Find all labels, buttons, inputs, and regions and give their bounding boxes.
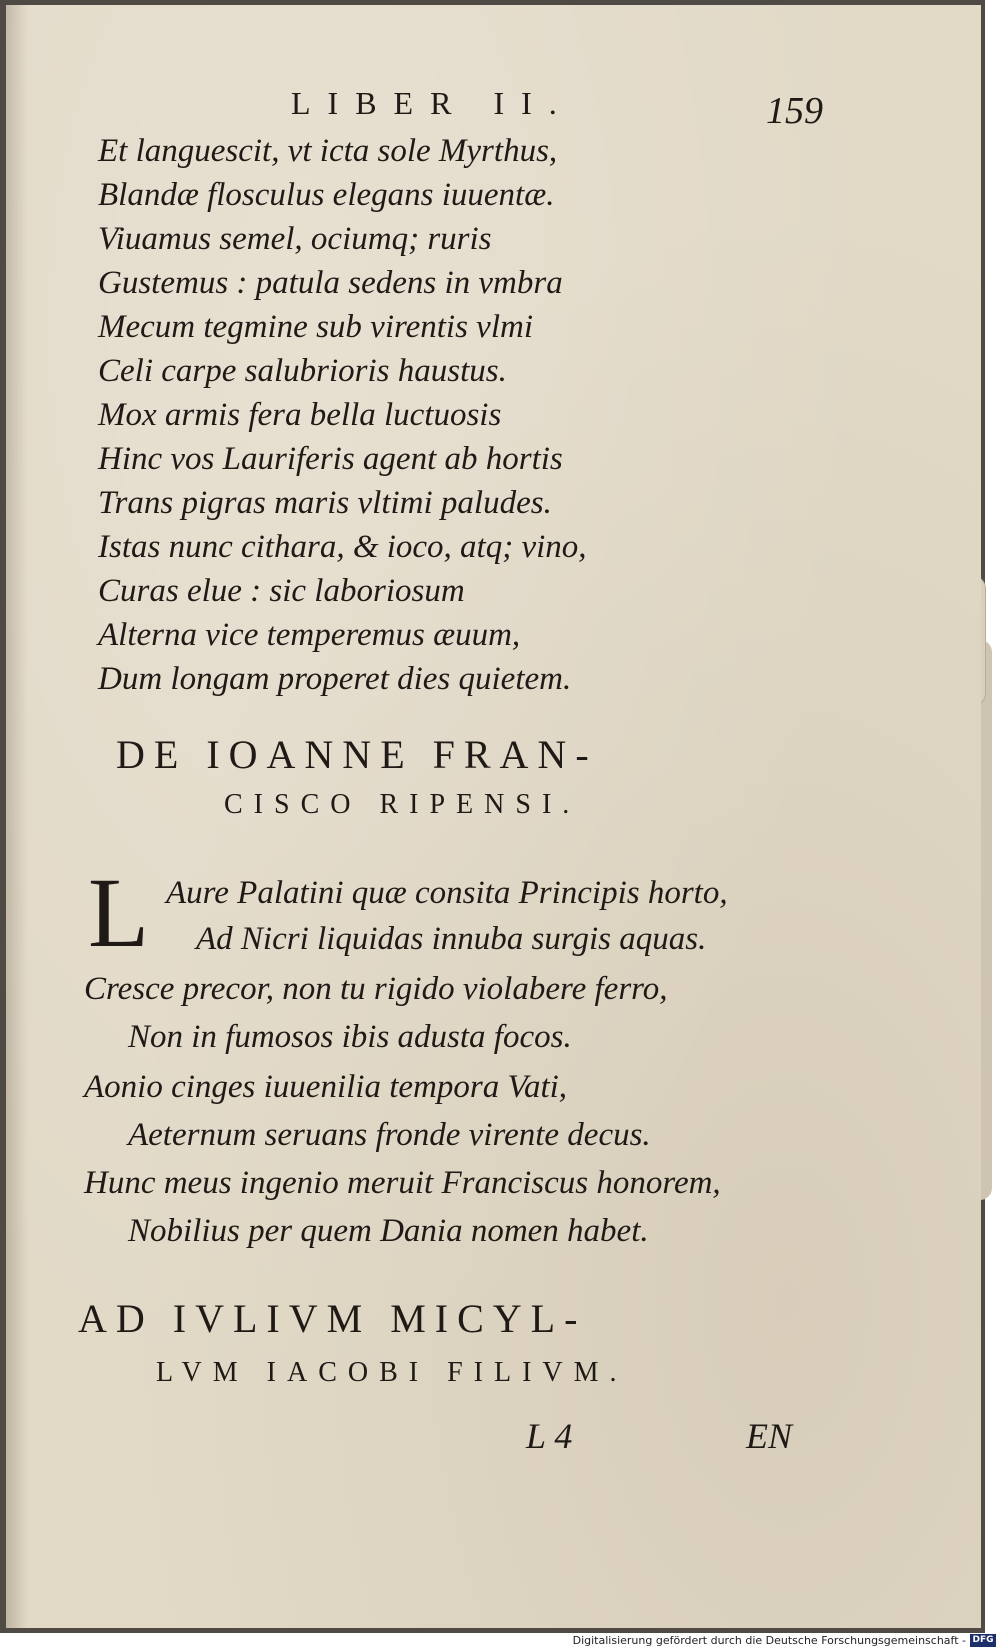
verse-line: Mox armis fera bella luctuosis xyxy=(98,397,502,433)
verse-line: Dum longam properet dies quietem. xyxy=(98,661,572,697)
verse-line: Celi carpe salubrioris haustus. xyxy=(98,353,507,389)
verse-line: Ad Nicri liquidas innuba surgis aquas. xyxy=(196,921,707,957)
verse-line: Cresce precor, non tu rigido violabere ferro, xyxy=(84,971,668,1007)
verse-line: Et languescit, vt icta sole Myrthus, xyxy=(98,133,558,169)
verse-line: Istas nunc cithara, & ioco, atq; vino, xyxy=(98,529,587,565)
verse-line: Gustemus : patula sedens in vmbra xyxy=(98,265,563,301)
catchword: EN xyxy=(746,1416,793,1456)
running-head: LIBER II. xyxy=(291,85,574,121)
verse-line: Nobilius per quem Dania nomen habet. xyxy=(128,1213,649,1249)
signature-mark: L 4 xyxy=(526,1416,573,1456)
credit-text: Digitalisierung gefördert durch die Deutsche Forschungsgemeinschaft - xyxy=(572,1634,966,1647)
digitization-credit-bar xyxy=(0,1633,1000,1649)
poem-title-line2: LVM IACOBI FILIVM. xyxy=(156,1357,628,1388)
verse-line: Mecum tegmine sub virentis vlmi xyxy=(98,309,533,345)
verse-line: Trans pigras maris vltimi paludes. xyxy=(98,485,552,521)
verse-line: Aure Palatini quæ consita Principis horto, xyxy=(166,875,728,911)
verse-line: Hunc meus ingenio meruit Franciscus honorem, xyxy=(84,1165,721,1201)
poem-title-line1: DE IOANNE FRAN- xyxy=(116,732,598,777)
verse-line: Non in fumosos ibis adusta focos. xyxy=(128,1019,572,1055)
verse-line: Hinc vos Lauriferis agent ab hortis xyxy=(98,441,563,477)
verse-line: Aeternum seruans fronde virente decus. xyxy=(128,1117,651,1153)
drop-cap: L xyxy=(88,857,150,968)
verse-line: Aonio cinges iuuenilia tempora Vati, xyxy=(84,1069,568,1105)
verse-line: Viuamus semel, ociumq; ruris xyxy=(98,221,492,257)
verse-line: Alterna vice temperemus æuum, xyxy=(98,617,521,653)
verse-line: Blandæ flosculus elegans iuuentæ. xyxy=(98,177,555,213)
poem-title-line2: CISCO RIPENSI. xyxy=(224,789,581,820)
verse-line: Curas elue : sic laboriosum xyxy=(98,573,465,609)
dfg-logo: DFG xyxy=(970,1634,996,1647)
poem-title-line1: AD IVLIVM MICYL- xyxy=(78,1296,587,1341)
book-page xyxy=(6,5,981,1628)
folio-number: 159 xyxy=(766,90,823,132)
